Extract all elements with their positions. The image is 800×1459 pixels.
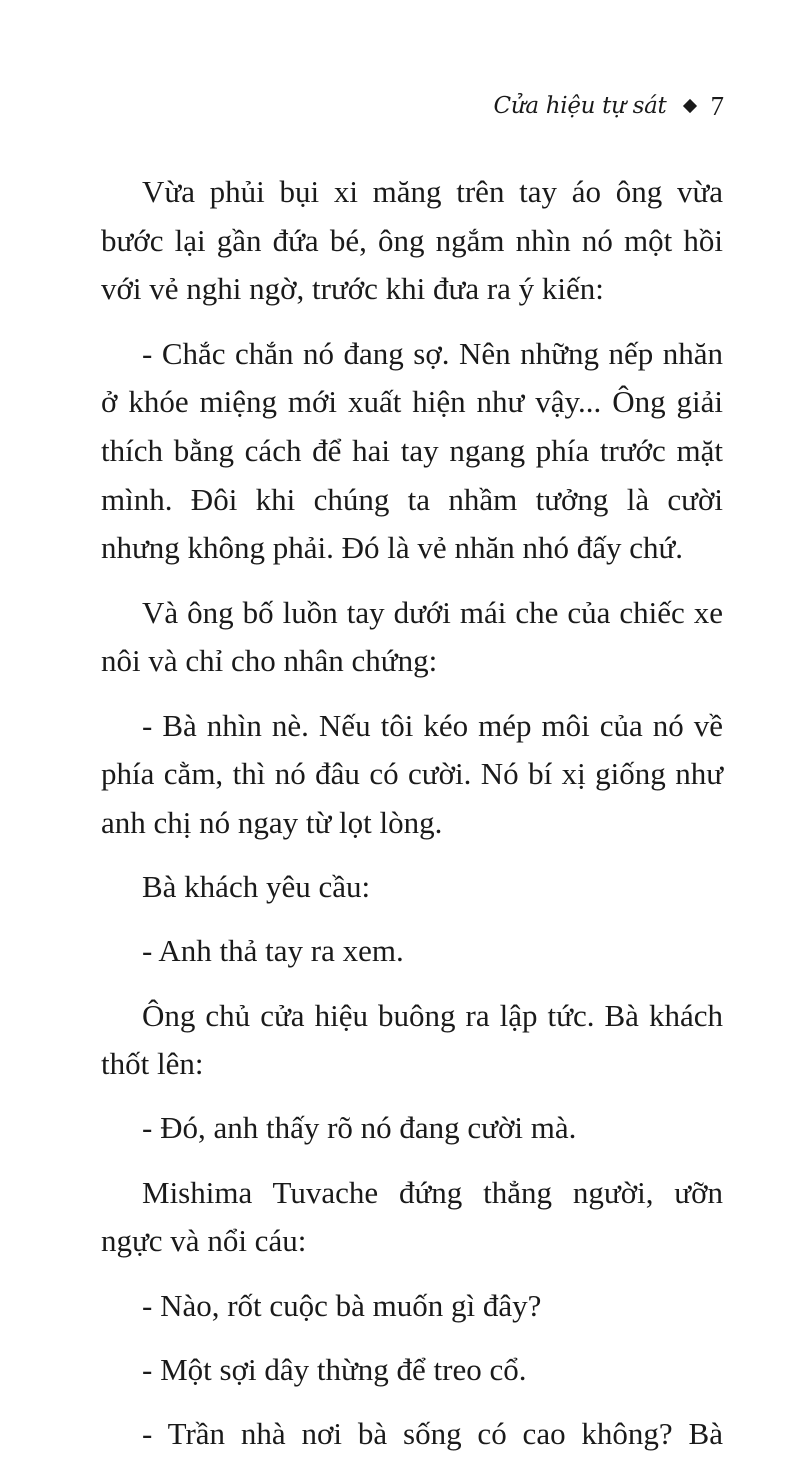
paragraph: - Một sợi dây thừng để treo cổ.	[142, 1351, 527, 1387]
paragraph: Bà khách yêu cầu:	[142, 869, 371, 905]
paragraph: - Chắc chắn nó đang sợ. Nên những nếp nhăn ở khóe miệng mới xuất hiện như vậy... Ông giải thích bằng cách để hai tay ngang phía trước mặt mình. Đôi khi chúng ta nhầm tưởng là cười nhưng không phải. Đó là vẻ nhăn nhó đấy chứ.	[101, 335, 723, 566]
paragraph: - Anh thả tay ra xem.	[142, 933, 404, 969]
paragraph: - Nào, rốt cuộc bà muốn gì đây?	[142, 1287, 542, 1323]
paragraph: - Trần nhà nơi bà sống có cao không? Bà	[142, 1415, 723, 1451]
running-title: Cửa hiệu tự sát	[493, 93, 667, 119]
paragraph: Ông chủ cửa hiệu buông ra lập tức. Bà khách thốt lên:	[101, 997, 723, 1082]
diamond-ornament-icon	[682, 99, 696, 113]
paragraph: Mishima Tuvache đứng thẳng người, ưỡn ngực và nổi cáu:	[101, 1174, 723, 1259]
paragraph: - Bà nhìn nè. Nếu tôi kéo mép môi của nó về phía cằm, thì nó đâu có cười. Nó bí xị giống như anh chị nó ngay từ lọt lòng.	[101, 707, 723, 840]
paragraph: - Đó, anh thấy rõ nó đang cười mà.	[142, 1110, 577, 1146]
page-header	[494, 86, 724, 126]
paragraph: Và ông bố luồn tay dưới mái che của chiếc xe nôi và chỉ cho nhân chứng:	[101, 594, 723, 679]
page-number: 7	[710, 90, 724, 121]
paragraph: Vừa phủi bụi xi măng trên tay áo ông vừa bước lại gần đứa bé, ông ngắm nhìn nó một hồi với vẻ nghi ngờ, trước khi đưa ra ý kiến:	[101, 174, 723, 307]
body-text	[101, 168, 723, 1459]
